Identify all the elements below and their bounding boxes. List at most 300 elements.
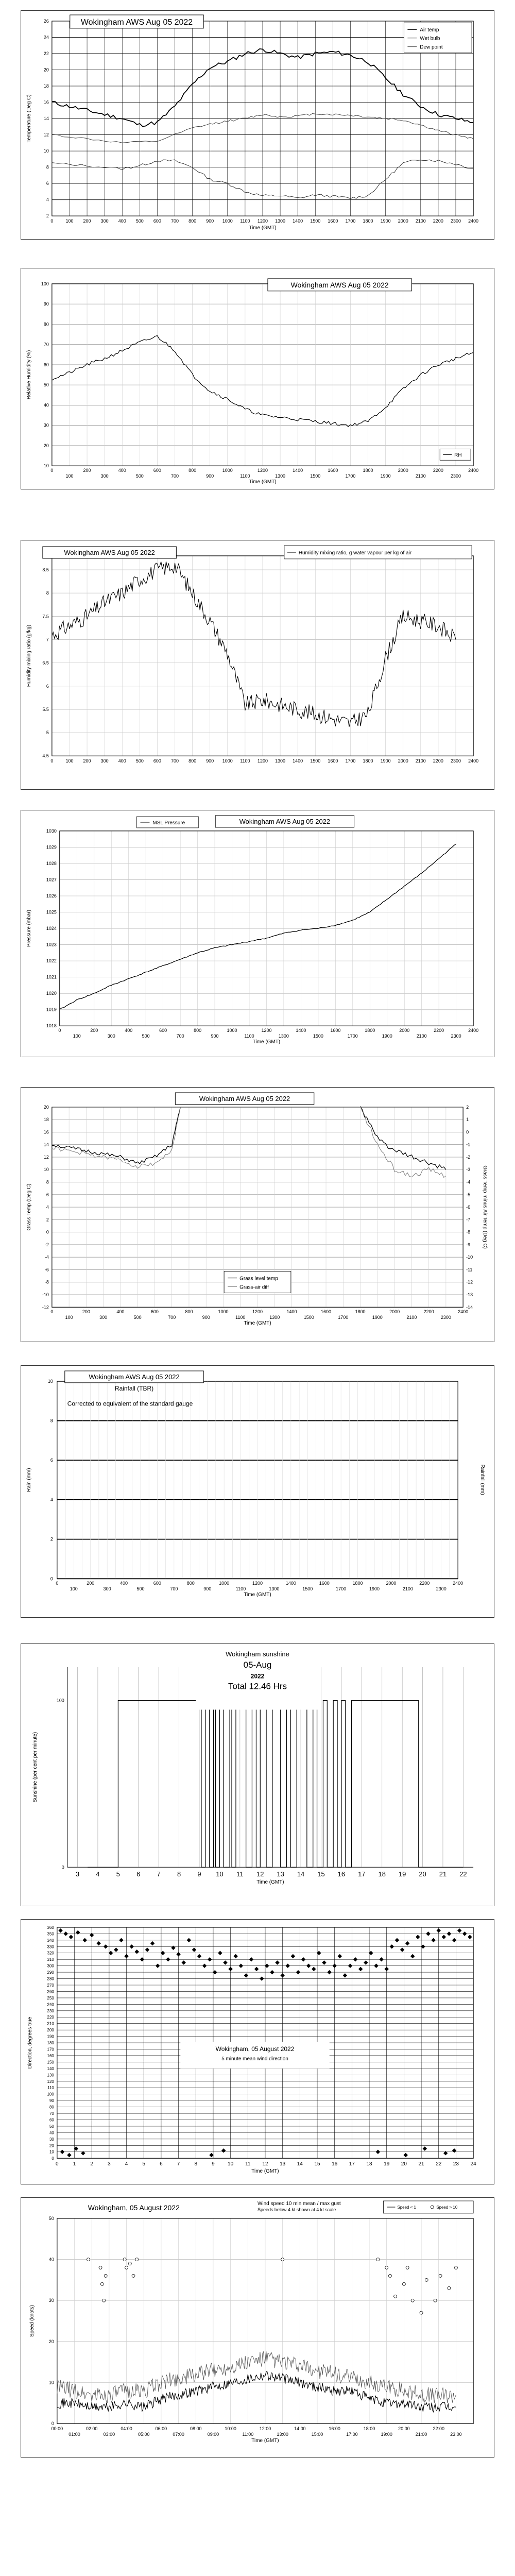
x-tick-label: 1500 (302, 1586, 313, 1592)
x-tick-label: 1800 (352, 1581, 363, 1586)
y-tick-label: 20 (43, 443, 49, 448)
y-axis-label: Rain (mm) (26, 1468, 32, 1492)
y-tick-label: 40 (49, 2130, 54, 2136)
x-tick-label: 2000 (398, 468, 408, 473)
x-tick-label: 5 (142, 2161, 146, 2167)
chart-year: 2022 (250, 1672, 265, 1680)
chart-note: Corrected to equivalent of the standard gauge (67, 1400, 193, 1408)
x-tick-label: 2400 (468, 758, 479, 764)
x-tick-label: 2200 (419, 1581, 430, 1586)
x-tick-label: 1100 (244, 1033, 254, 1039)
x-tick-label: 2400 (458, 1309, 469, 1315)
gust-point (411, 2299, 414, 2302)
air-temp-chart-svg (21, 11, 494, 239)
y-tick-label: 290 (47, 1970, 54, 1975)
x-tick-label: 100 (65, 218, 74, 224)
direction-point (348, 1963, 352, 1968)
direction-point (462, 1931, 467, 1936)
x-tick-label: 900 (206, 758, 214, 764)
direction-point (202, 1963, 207, 1968)
x-tick-label: 2100 (416, 1033, 427, 1039)
y-tick-label: 60 (43, 362, 49, 367)
direction-point (452, 2148, 456, 2153)
x-tick-label: 1700 (345, 473, 356, 479)
y-right-tick-label: -2 (466, 1154, 471, 1160)
x-tick-label: 6 (136, 1870, 141, 1878)
x-tick-label: 18:00 (363, 2426, 375, 2432)
x-tick-label: 2000 (399, 1028, 410, 1033)
x-tick-label: 2000 (398, 758, 408, 764)
series-line-0-morning (52, 1107, 180, 1164)
x-tick-label: 300 (99, 1315, 108, 1320)
y-right-tick-label: -1 (466, 1142, 471, 1147)
gust-point (123, 2258, 126, 2261)
series-line-speed-0 (57, 2371, 456, 2412)
y-tick-label: 7.5 (42, 614, 49, 619)
x-tick-label: 2100 (415, 218, 426, 224)
x-axis-label: Time (GMT) (244, 1320, 271, 1327)
direction-point (145, 1947, 149, 1952)
y-tick-label: 1018 (46, 1023, 57, 1029)
x-tick-label: 22 (459, 1870, 467, 1878)
x-tick-label: 300 (100, 218, 109, 224)
x-tick-label: 900 (211, 1033, 219, 1039)
mixing-ratio-chart (21, 540, 494, 790)
series-line-1-evening (360, 1106, 446, 1177)
y-tick-label: 90 (49, 2098, 54, 2104)
air-temp-chart (21, 10, 494, 240)
x-tick-label: 16:00 (329, 2426, 340, 2432)
x-tick-label: 2000 (398, 218, 408, 224)
direction-point (291, 1954, 295, 1958)
x-tick-label: 06:00 (155, 2426, 167, 2432)
x-tick-label: 1400 (296, 1028, 306, 1033)
series-line-speed-1 (57, 2351, 456, 2403)
x-tick-label: 1400 (293, 218, 303, 224)
x-tick-label: 05:00 (138, 2432, 150, 2437)
direction-point (423, 2146, 427, 2150)
gust-point (100, 2282, 104, 2285)
x-tick-label: 2 (90, 2161, 93, 2167)
y-axis-label: Temperature (Deg C) (26, 94, 32, 143)
x-tick-label: 17 (358, 1870, 366, 1878)
direction-point (187, 1938, 191, 1942)
y-tick-label: 16 (43, 99, 49, 105)
x-tick-label: 100 (65, 758, 74, 764)
y-tick-label: 4 (46, 1205, 49, 1210)
x-tick-label: 15 (314, 2161, 320, 2167)
x-tick-label: 13 (280, 2161, 286, 2167)
x-tick-label: 0 (50, 218, 54, 224)
x-tick-label: 1500 (310, 473, 321, 479)
x-tick-label: 0 (50, 758, 54, 764)
x-tick-label: 800 (188, 218, 197, 224)
chart-subtitle: Rainfall (TBR) (114, 1384, 154, 1392)
direction-point (90, 1933, 94, 1937)
x-tick-label: 600 (153, 1581, 161, 1586)
x-tick-label: 11 (245, 2161, 251, 2167)
y-tick-label: 10 (43, 1167, 49, 1173)
y-right-tick-label: -6 (466, 1205, 471, 1210)
wind-direction-chart (21, 1919, 494, 2184)
direction-point (317, 1951, 321, 1955)
x-tick-label: 100 (65, 1315, 73, 1320)
chart-title: Wokingham AWS Aug 05 2022 (239, 817, 331, 825)
y-tick-label: 100 (41, 281, 49, 286)
y-tick-label: 6 (50, 1458, 53, 1463)
direction-point (81, 2151, 85, 2155)
x-tick-label: 1600 (330, 1028, 341, 1033)
x-tick-label: 9 (197, 1870, 201, 1878)
x-tick-label: 2200 (423, 1309, 434, 1315)
direction-point (447, 1931, 451, 1936)
direction-point (332, 1963, 336, 1968)
y-tick-label: 4 (50, 1497, 53, 1502)
x-tick-label: 1500 (303, 1315, 314, 1320)
x-tick-label: 1600 (321, 1309, 332, 1315)
x-tick-label: 1400 (286, 1309, 297, 1315)
y-tick-label: 60 (49, 2117, 54, 2123)
legend-label: Air temp (420, 27, 439, 33)
chart-title: Wokingham, 05 August 2022 (215, 2045, 295, 2053)
x-tick-label: 11 (236, 1870, 244, 1878)
y-tick-label: 10 (43, 148, 49, 154)
y-tick-label: 6 (46, 683, 49, 689)
x-tick-label: 14 (297, 1870, 305, 1878)
y-tick-label: 1029 (46, 844, 57, 850)
direction-point (416, 1935, 420, 1939)
y-tick-label: 280 (47, 1976, 54, 1981)
y-tick-label: 2 (46, 1217, 49, 1223)
gust-point (439, 2274, 442, 2277)
x-tick-label: 1100 (240, 473, 250, 479)
direction-point (96, 1941, 100, 1945)
direction-point (312, 1967, 316, 1971)
x-tick-label: 800 (185, 1309, 193, 1315)
y-tick-label: 4 (46, 197, 49, 202)
x-tick-label: 2400 (468, 218, 479, 224)
x-tick-label: 19:00 (381, 2432, 392, 2437)
y-tick-label: 26 (43, 18, 49, 24)
y-tick-label: 1030 (46, 828, 57, 834)
x-tick-label: 17:00 (346, 2432, 358, 2437)
x-tick-label: 2300 (451, 1033, 461, 1039)
x-tick-label: 100 (65, 473, 74, 479)
legend-label: Grass-air diff (239, 1284, 269, 1291)
y-tick-label: 6.5 (42, 660, 49, 666)
gust-point (128, 2262, 131, 2265)
rainfall-chart (21, 1365, 494, 1618)
direction-point (161, 1951, 165, 1955)
y-tick-label: 1027 (46, 877, 57, 883)
gust-point (132, 2274, 135, 2277)
relative-humidity-chart-svg (21, 268, 494, 489)
x-tick-label: 19 (384, 2161, 390, 2167)
x-tick-label: 300 (103, 1586, 111, 1592)
y-tick-label: 310 (47, 1957, 54, 1962)
y-tick-label: 300 (47, 1963, 54, 1969)
x-tick-label: 18 (378, 1870, 386, 1878)
direction-point (384, 1967, 388, 1971)
y-tick-label: -8 (44, 1279, 49, 1285)
direction-point (176, 1952, 180, 1956)
x-tick-label: 1700 (347, 1033, 358, 1039)
x-tick-label: 600 (153, 758, 161, 764)
y-right-tick-label: -5 (466, 1192, 471, 1197)
y-tick-label: 170 (47, 2047, 54, 2052)
x-tick-label: 200 (83, 468, 91, 473)
x-tick-label: 22 (436, 2161, 442, 2167)
direction-point (404, 2153, 408, 2157)
x-tick-label: 500 (135, 473, 144, 479)
y-tick-label: 40 (48, 2257, 54, 2262)
sunshine-chart-svg (21, 1644, 494, 1906)
x-tick-label: 600 (153, 468, 161, 473)
x-tick-label: 1000 (222, 758, 233, 764)
direction-point (60, 2150, 64, 2154)
x-tick-label: 1200 (258, 468, 268, 473)
y-tick-label: 260 (47, 1989, 54, 1994)
x-tick-label: 15:00 (311, 2432, 323, 2437)
x-tick-label: 1900 (380, 758, 391, 764)
x-tick-label: 1800 (365, 1028, 375, 1033)
legend-label: Dew point (420, 44, 443, 50)
x-tick-label: 1900 (380, 473, 391, 479)
x-tick-label: 15 (317, 1870, 325, 1878)
direction-point (213, 1970, 217, 1974)
x-tick-label: 2100 (415, 758, 426, 764)
direction-point (228, 1967, 232, 1971)
y-tick-label: 190 (47, 2034, 54, 2039)
x-tick-label: 1000 (222, 218, 233, 224)
y-tick-label: 7 (46, 637, 49, 642)
x-tick-label: 700 (171, 218, 179, 224)
gust-point (281, 2258, 284, 2261)
x-tick-label: 8 (177, 1870, 181, 1878)
x-tick-label: 1800 (363, 468, 373, 473)
x-tick-label: 4 (125, 2161, 128, 2167)
x-tick-label: 800 (194, 1028, 202, 1033)
x-tick-label: 1200 (252, 1581, 263, 1586)
y-tick-label: 360 (47, 1925, 54, 1930)
y-tick-label: 90 (43, 301, 49, 307)
gust-point (385, 2266, 388, 2269)
y-tick-label: 2 (50, 1536, 53, 1542)
y-tick-label: 18 (43, 83, 49, 89)
x-tick-label: 21:00 (415, 2432, 427, 2437)
x-tick-label: 13 (277, 1870, 284, 1878)
chart-title: Wokingham AWS Aug 05 2022 (64, 548, 155, 556)
x-tick-label: 700 (176, 1033, 184, 1039)
y-tick-label: 50 (43, 382, 49, 388)
y-tick-label: 6 (46, 181, 49, 187)
wind-speed-chart-svg (21, 2198, 494, 2457)
y-tick-label: -6 (44, 1267, 49, 1273)
x-tick-label: 1700 (336, 1586, 347, 1592)
y-axis-label: Grass Temp (Deg C) (26, 1183, 32, 1231)
x-tick-label: 2300 (451, 473, 461, 479)
series-line-1-morning (52, 1107, 180, 1168)
x-tick-label: 0 (58, 1028, 61, 1033)
x-tick-label: 10 (228, 2161, 234, 2167)
y-tick-label: 330 (47, 1944, 54, 1950)
series-line-msl-pressure (60, 844, 456, 1009)
x-tick-label: 2400 (468, 1028, 479, 1033)
y-axis-label: Sunshine (per cent per minute) (32, 1732, 38, 1803)
x-tick-label: 2200 (434, 1028, 444, 1033)
x-tick-label: 0 (56, 2161, 59, 2167)
x-tick-label: 400 (125, 1028, 133, 1033)
direction-point (104, 1944, 108, 1948)
chart-title: Wokingham AWS Aug 05 2022 (80, 18, 193, 27)
gust-point (448, 2286, 451, 2290)
x-tick-label: 3 (108, 2161, 111, 2167)
x-tick-label: 20 (419, 1870, 426, 1878)
gust-point (425, 2278, 428, 2281)
direction-point (369, 1951, 373, 1955)
direction-point (405, 1941, 409, 1945)
x-tick-label: 1200 (261, 1028, 272, 1033)
gust-point (402, 2282, 405, 2285)
y-tick-label: 200 (47, 2028, 54, 2033)
direction-point (69, 1935, 73, 1939)
y-tick-label: 8 (46, 164, 49, 170)
x-tick-label: 1700 (345, 758, 356, 764)
y-tick-label: 24 (43, 35, 49, 40)
x-tick-label: 200 (83, 218, 91, 224)
direction-point (327, 1970, 331, 1974)
x-tick-label: 1800 (363, 218, 373, 224)
y-tick-label: 10 (48, 2380, 54, 2385)
legend-label: Speed < 1 (397, 2205, 417, 2210)
pressure-chart (21, 810, 494, 1057)
direction-point (443, 2151, 448, 2155)
direction-point (124, 1954, 128, 1958)
x-tick-label: 400 (120, 1581, 128, 1586)
x-tick-label: 23:00 (450, 2432, 462, 2437)
y-tick-label: 250 (47, 1995, 54, 2001)
x-tick-label: 100 (70, 1586, 78, 1592)
y-tick-label: -10 (42, 1292, 49, 1297)
y-tick-label: 14 (43, 1142, 49, 1147)
sunshine-trace (88, 1701, 463, 1868)
y-tick-label: 10 (47, 1378, 53, 1384)
x-tick-label: 700 (170, 1586, 178, 1592)
x-tick-label: 1 (73, 2161, 76, 2167)
y-tick-label: 50 (49, 2124, 54, 2129)
x-tick-label: 8 (194, 2161, 198, 2167)
x-tick-label: 12 (256, 1870, 264, 1878)
y-tick-label: 14 (43, 116, 49, 122)
direction-point (442, 1935, 446, 1939)
x-tick-label: 17 (349, 2161, 355, 2167)
x-tick-label: 12:00 (259, 2426, 271, 2432)
y-tick-label: 180 (47, 2041, 54, 2046)
direction-point (249, 1957, 253, 1961)
y-tick-label: 6 (46, 1192, 49, 1197)
y-tick-label: 160 (47, 2053, 54, 2058)
x-tick-label: 01:00 (68, 2432, 80, 2437)
y-tick-label: 1023 (46, 942, 57, 947)
chart-subtitle: 5 minute mean wind direction (221, 2056, 288, 2062)
y-tick-label: 0 (52, 2156, 54, 2161)
x-tick-label: 21 (418, 2161, 424, 2167)
x-tick-label: 1000 (222, 468, 233, 473)
x-tick-label: 1400 (285, 1581, 296, 1586)
direction-point (254, 1967, 259, 1971)
direction-point (129, 1944, 133, 1948)
x-tick-label: 1300 (275, 473, 286, 479)
y-tick-label: 5 (46, 730, 49, 736)
x-tick-label: 200 (90, 1028, 98, 1033)
x-tick-label: 12 (262, 2161, 268, 2167)
y-tick-label: 140 (47, 2066, 54, 2071)
pressure-chart-svg (21, 810, 494, 1057)
direction-point (239, 1963, 243, 1968)
gust-point (406, 2266, 409, 2269)
y-right-tick-label: -11 (466, 1267, 473, 1273)
direction-point (260, 1976, 264, 1980)
direction-point (390, 1944, 394, 1948)
x-tick-label: 18 (366, 2161, 372, 2167)
x-tick-label: 400 (116, 1309, 125, 1315)
gust-point (376, 2258, 380, 2261)
x-tick-label: 6 (160, 2161, 163, 2167)
gust-point (420, 2311, 423, 2314)
x-tick-label: 24 (470, 2161, 476, 2167)
y-tick-label: 5.5 (42, 706, 49, 712)
direction-point (67, 2153, 71, 2157)
direction-point (208, 1957, 212, 1961)
x-tick-label: 5 (116, 1870, 120, 1878)
x-tick-label: 21 (439, 1870, 447, 1878)
direction-point (364, 1960, 368, 1964)
y-tick-label: 150 (47, 2060, 54, 2065)
direction-point (74, 2146, 78, 2150)
x-tick-label: 1200 (258, 218, 268, 224)
x-axis-label: Time (GMT) (256, 1879, 284, 1886)
direction-point (376, 2150, 380, 2154)
x-tick-label: 2400 (468, 468, 479, 473)
y-tick-label: 2 (46, 213, 49, 219)
x-tick-label: 1300 (269, 1315, 280, 1320)
chart-total: Total 12.46 Hrs (228, 1681, 287, 1691)
y-right-tick-label: -8 (466, 1229, 471, 1235)
y-tick-label: 1028 (46, 860, 57, 866)
direction-point (358, 1967, 363, 1971)
chart-title: Wokingham AWS Aug 05 2022 (290, 280, 389, 289)
direction-point (181, 1960, 185, 1964)
x-axis-label: Time (GMT) (249, 479, 277, 485)
y-tick-label: 16 (43, 1129, 49, 1135)
direction-point (452, 1938, 456, 1942)
x-tick-label: 1800 (355, 1309, 366, 1315)
series-line-mixing-ratio (52, 562, 456, 727)
x-tick-label: 2300 (440, 1315, 451, 1320)
legend-label: Wet bulb (420, 36, 440, 42)
grass-temp-chart (21, 1087, 494, 1342)
y-tick-label: 70 (49, 2111, 54, 2116)
y-tick-label: 12 (43, 1154, 49, 1160)
direction-point (233, 1954, 237, 1958)
y-tick-label: 20 (49, 2143, 54, 2148)
x-tick-label: 1000 (219, 1581, 230, 1586)
direction-point (82, 1938, 87, 1942)
legend-label: Humidity mixing ratio, g water vapour per kg of air (298, 550, 412, 556)
direction-point (431, 1938, 435, 1942)
x-tick-label: 900 (202, 1315, 210, 1320)
y-right-tick-label: -7 (466, 1217, 471, 1223)
